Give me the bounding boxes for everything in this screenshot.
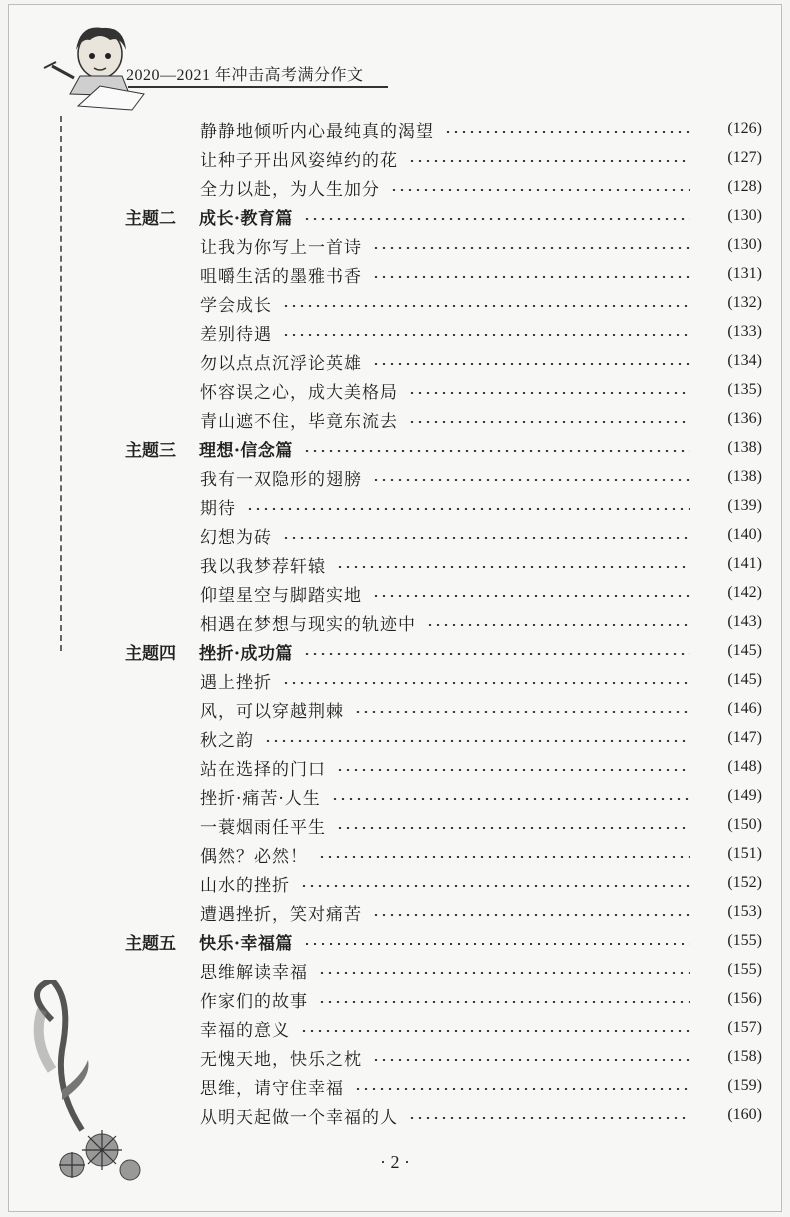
toc-entry-title: 全力以赴，为人生加分 xyxy=(200,179,380,200)
toc-page-number: (155) xyxy=(727,961,762,978)
toc-entry-title: 学会成长 xyxy=(200,295,272,316)
toc-entry-title: 咀嚼生活的墨雅书香 xyxy=(200,266,362,287)
toc-page-number: (134) xyxy=(727,352,762,369)
toc-entry-title: 差别待遇 xyxy=(200,324,272,345)
toc-leader-dots xyxy=(331,798,690,800)
toc-leader-dots xyxy=(372,276,690,278)
toc-leader-dots xyxy=(303,653,690,655)
toc-entry-row xyxy=(0,725,790,751)
toc-leader-dots xyxy=(372,1059,690,1061)
toc-page-number: (160) xyxy=(727,1106,762,1123)
toc-leader-dots xyxy=(372,914,690,916)
toc-page-number: (139) xyxy=(727,497,762,514)
toc-entry-row xyxy=(0,899,790,925)
toc-leader-dots xyxy=(372,595,690,597)
toc-page-number: (141) xyxy=(727,555,762,572)
toc-leader-dots xyxy=(336,827,690,829)
toc-entry-title: 让种子开出风姿绰约的花 xyxy=(200,150,398,171)
toc-page-number: (148) xyxy=(727,758,762,775)
toc-entry-title: 无愧天地，快乐之枕 xyxy=(200,1049,362,1070)
toc-entry-title: 勿以点点沉浮论英雄 xyxy=(200,353,362,374)
toc-page-number: (150) xyxy=(727,816,762,833)
header-rule xyxy=(128,86,388,88)
toc-entry-row xyxy=(0,406,790,432)
toc-leader-dots xyxy=(246,508,690,510)
toc-entry-row xyxy=(0,116,790,142)
toc-entry-row xyxy=(0,841,790,867)
toc-page-number: (143) xyxy=(727,613,762,630)
toc-entry-row xyxy=(0,319,790,345)
toc-entry-title: 幻想为砖 xyxy=(200,527,272,548)
toc-leader-dots xyxy=(303,218,690,220)
toc-entry-title: 成长·教育篇 xyxy=(199,208,293,229)
toc-theme-row xyxy=(0,928,790,954)
toc-page-number: (158) xyxy=(727,1048,762,1065)
toc-entry-title: 仰望星空与脚踏实地 xyxy=(200,585,362,606)
toc-page-number: (140) xyxy=(727,526,762,543)
toc-page-number: (131) xyxy=(727,265,762,282)
toc-theme-row xyxy=(0,638,790,664)
toc-entry-row xyxy=(0,522,790,548)
toc-theme-label: 主题四 xyxy=(125,643,176,664)
toc-page-number: (127) xyxy=(727,149,762,166)
toc-page-number: (149) xyxy=(727,787,762,804)
toc-entry-title: 期待 xyxy=(200,498,236,519)
toc-entry-title: 挫折·成功篇 xyxy=(199,643,293,664)
toc-entry-row xyxy=(0,754,790,780)
toc-leader-dots xyxy=(303,943,690,945)
toc-entry-row xyxy=(0,493,790,519)
toc-page-number: (145) xyxy=(727,671,762,688)
toc-entry-title: 静静地倾听内心最纯真的渴望 xyxy=(200,121,434,142)
toc-entry-title: 怀容误之心，成大美格局 xyxy=(200,382,398,403)
page-number: · 2 · xyxy=(380,1152,410,1172)
toc-leader-dots xyxy=(354,1088,690,1090)
toc-leader-dots xyxy=(318,972,690,974)
toc-page-number: (147) xyxy=(727,729,762,746)
toc-entry-row xyxy=(0,667,790,693)
toc-page-number: (157) xyxy=(727,1019,762,1036)
toc-entry-row xyxy=(0,348,790,374)
toc-page-number: (151) xyxy=(727,845,762,862)
toc-entry-title: 一蓑烟雨任平生 xyxy=(200,817,326,838)
toc-page-number: (145) xyxy=(727,642,762,659)
toc-leader-dots xyxy=(282,682,690,684)
toc-leader-dots xyxy=(264,740,690,742)
toc-page-number: (155) xyxy=(727,932,762,949)
toc-theme-label: 主题二 xyxy=(125,208,176,229)
toc-entry-title: 遭遇挫折，笑对痛苦 xyxy=(200,904,362,925)
toc-page-number: (126) xyxy=(727,120,762,137)
toc-entry-title: 理想·信念篇 xyxy=(199,440,293,461)
toc-page-number: (159) xyxy=(727,1077,762,1094)
toc-page-number: (138) xyxy=(727,439,762,456)
toc-entry-row xyxy=(0,870,790,896)
toc-entry-title: 让我为你写上一首诗 xyxy=(200,237,362,258)
toc-page-number: (138) xyxy=(727,468,762,485)
toc-page-number: (153) xyxy=(727,903,762,920)
toc-leader-dots xyxy=(354,711,690,713)
toc-entry-title: 遇上挫折 xyxy=(200,672,272,693)
toc-leader-dots xyxy=(372,363,690,365)
toc-theme-label: 主题三 xyxy=(125,440,176,461)
header-title: 2020—2021 年冲击高考满分作文 xyxy=(126,67,364,84)
toc-entry-title: 快乐·幸福篇 xyxy=(199,933,293,954)
toc-entry-title: 思维，请守住幸福 xyxy=(200,1078,344,1099)
toc-entry-title: 思维解读幸福 xyxy=(200,962,308,983)
toc-leader-dots xyxy=(372,247,690,249)
toc-entry-title: 从明天起做一个幸福的人 xyxy=(200,1107,398,1128)
toc-leader-dots xyxy=(372,479,690,481)
toc-entry-row xyxy=(0,377,790,403)
toc-page-number: (146) xyxy=(727,700,762,717)
toc-leader-dots xyxy=(303,450,690,452)
toc-leader-dots xyxy=(282,305,690,307)
toc-page-number: (152) xyxy=(727,874,762,891)
toc-entry-row xyxy=(0,783,790,809)
toc-leader-dots xyxy=(444,131,690,133)
toc-leader-dots xyxy=(300,1030,690,1032)
toc-entry-title: 站在选择的门口 xyxy=(200,759,326,780)
toc-leader-dots xyxy=(282,334,690,336)
toc-page-number: (136) xyxy=(727,410,762,427)
toc-leader-dots xyxy=(318,1001,690,1003)
toc-entry-row xyxy=(0,290,790,316)
toc-entry-title: 秋之韵 xyxy=(200,730,254,751)
toc-page-number: (132) xyxy=(727,294,762,311)
toc-entry-title: 相遇在梦想与现实的轨迹中 xyxy=(200,614,416,635)
toc-entry-row xyxy=(0,261,790,287)
toc-leader-dots xyxy=(408,160,690,162)
toc-leader-dots xyxy=(282,537,690,539)
toc-entry-row xyxy=(0,580,790,606)
toc-leader-dots xyxy=(426,624,690,626)
toc-leader-dots xyxy=(336,566,690,568)
toc-leader-dots xyxy=(390,189,690,191)
toc-theme-row xyxy=(0,435,790,461)
toc-leader-dots xyxy=(300,885,690,887)
toc-entry-title: 山水的挫折 xyxy=(200,875,290,896)
toc-entry-title: 作家们的故事 xyxy=(200,991,308,1012)
toc-entry-row xyxy=(0,609,790,635)
toc-entry-title: 我以我梦荐轩辕 xyxy=(200,556,326,577)
toc-leader-dots xyxy=(408,1117,690,1119)
toc-entry-title: 挫折·痛苦·人生 xyxy=(200,788,321,809)
toc-page-number: (128) xyxy=(727,178,762,195)
toc-entry-row xyxy=(0,696,790,722)
toc-leader-dots xyxy=(408,421,690,423)
toc-entry-row xyxy=(0,145,790,171)
toc-page-number: (156) xyxy=(727,990,762,1007)
toc-leader-dots xyxy=(336,769,690,771)
toc-theme-label: 主题五 xyxy=(125,933,176,954)
toc-page-number: (133) xyxy=(727,323,762,340)
toc-entry-row xyxy=(0,232,790,258)
toc-page-number: (130) xyxy=(727,236,762,253)
toc-entry-row xyxy=(0,551,790,577)
toc-entry-row xyxy=(0,812,790,838)
toc-leader-dots xyxy=(408,392,690,394)
toc-entry-title: 幸福的意义 xyxy=(200,1020,290,1041)
toc-page-number: (130) xyxy=(727,207,762,224)
toc-entry-title: 风，可以穿越荆棘 xyxy=(200,701,344,722)
toc-entry-row xyxy=(0,464,790,490)
toc-page-number: (142) xyxy=(727,584,762,601)
toc-leader-dots xyxy=(318,856,690,858)
toc-theme-row xyxy=(0,203,790,229)
toc-entry-title: 青山遮不住，毕竟东流去 xyxy=(200,411,398,432)
toc-page-number: (135) xyxy=(727,381,762,398)
toc-entry-row xyxy=(0,174,790,200)
toc-entry-title: 偶然？必然！ xyxy=(200,846,308,867)
toc-entry-title: 我有一双隐形的翅膀 xyxy=(200,469,362,490)
